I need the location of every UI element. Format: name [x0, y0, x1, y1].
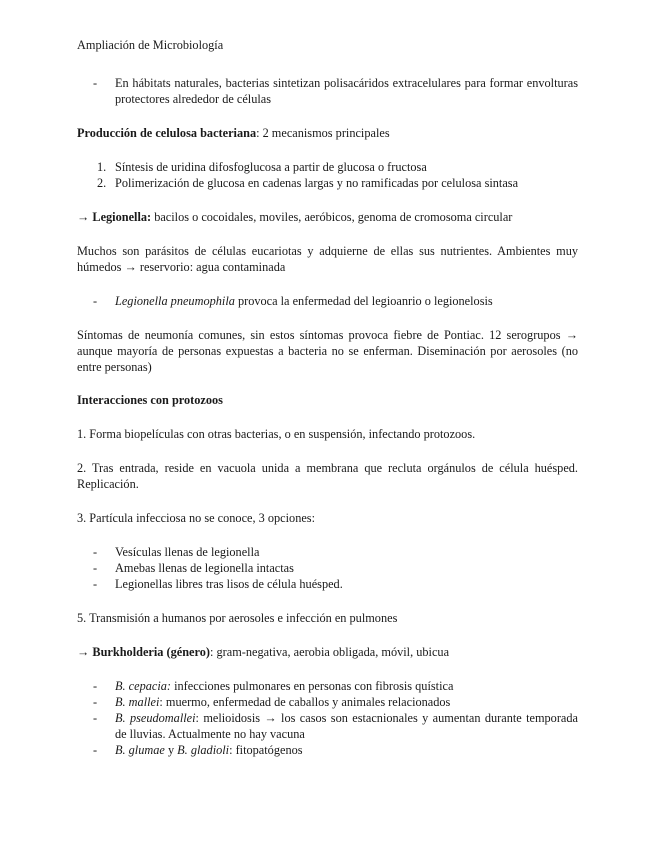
list-marker: -	[93, 577, 98, 591]
list-item	[77, 678, 578, 694]
section-protozoos	[77, 392, 578, 408]
list-item	[77, 694, 578, 710]
list-item-text: Polimerización de glucosa en cadenas largas y no ramificadas por celulosa sintasa	[115, 176, 519, 190]
list-item	[77, 576, 578, 592]
list-item-text: En hábitats naturales, bacterias sintetizan polisacáridos extracelulares para formar envolturas protectores alrededor de células	[115, 76, 578, 106]
list-marker: -	[93, 743, 98, 757]
species-name: B. mallei	[115, 695, 160, 709]
section-heading-rest: : 2 mecanismos principales	[256, 126, 390, 140]
paragraph: 3. Partícula infecciosa no se conoce, 3 opciones:	[77, 511, 315, 525]
list-item-text: Vesículas llenas de legionella	[115, 545, 260, 559]
conjunction: y	[164, 743, 178, 757]
paragraph: 1. Forma biopelículas con otras bacterias, o en suspensión, infectando protozoos.	[77, 427, 476, 441]
list-item	[77, 560, 578, 576]
arrow-glyph: →	[77, 210, 90, 224]
section-heading: Burkholderia (género)	[92, 645, 210, 659]
list-item-text: Síntesis de uridina difosfoglucosa a partir de glucosa o fructosa	[115, 160, 427, 174]
species-name: Legionella pneumophila	[115, 294, 235, 308]
list-item	[77, 293, 578, 309]
section-burkholderia	[77, 644, 578, 660]
list-marker: -	[93, 545, 98, 559]
list-item-text: : muermo, enfermedad de caballos y animales relacionados	[159, 695, 451, 709]
list-marker: -	[93, 76, 98, 90]
list-marker: 2.	[97, 176, 107, 190]
section-heading-rest: bacilos o cocoidales, moviles, aeróbicos, genoma de cromosoma circular	[151, 210, 513, 224]
section-legionella	[77, 209, 578, 225]
list-item-text: : melioidosis → los casos son estacnionales y aumentan durante temporada de lluvias. Actualmente no hay vacuna	[115, 711, 578, 741]
list-item-text: Amebas llenas de legionella intactas	[115, 561, 294, 575]
list-marker: 1.	[97, 160, 107, 174]
section-heading: Producción de celulosa bacteriana	[77, 126, 257, 140]
document-body	[77, 75, 578, 758]
list-item	[77, 544, 578, 560]
paragraph: Síntomas de neumonía comunes, sin estos síntomas provoca fiebre de Pontiac. 12 serogrupos → aunque mayoría de personas expuestas a bacteria no se enferman. Diseminación por aerosoles (no entre personas)	[77, 328, 578, 374]
list-marker: -	[93, 695, 98, 709]
list-item	[77, 742, 578, 758]
paragraph: 2. Tras entrada, reside en vacuola unida a membrana que recluta orgánulos de célula huésped. Replicación.	[77, 461, 578, 491]
list-item-text: Legionellas libres tras lisos de célula huésped.	[115, 577, 343, 591]
species-name: B. cepacia:	[115, 679, 171, 693]
list-marker: -	[93, 679, 98, 693]
section-heading: Legionella:	[92, 210, 152, 224]
list-marker: -	[93, 711, 98, 725]
list-item	[77, 175, 578, 191]
section-heading: Interacciones con protozoos	[77, 393, 223, 407]
section-heading-rest: : gram-negativa, aerobia obligada, móvil, ubicua	[210, 645, 450, 659]
list-item-text: infecciones pulmonares en personas con fibrosis quística	[171, 679, 454, 693]
species-name: B. gladioli	[177, 743, 230, 757]
list-marker: -	[93, 294, 98, 308]
list-item-text: : fitopatógenos	[229, 743, 303, 757]
list-item	[77, 159, 578, 175]
species-name: B. glumae	[115, 743, 165, 757]
list-item	[77, 75, 578, 107]
paragraph: Muchos son parásitos de células eucariotas y adquierne de ellas sus nutrientes. Ambientes muy húmedos → reservorio: agua contaminada	[77, 244, 578, 274]
section-celulosa	[77, 125, 578, 141]
species-name: B. pseudomallei	[115, 711, 196, 725]
paragraph: 5. Transmisión a humanos por aerosoles e infección en pulmones	[77, 611, 398, 625]
arrow-glyph: →	[77, 645, 90, 659]
list-item	[77, 710, 578, 742]
list-marker: -	[93, 561, 98, 575]
list-item-text: provoca la enfermedad del legioanrio o legionelosis	[234, 294, 493, 308]
page-header: Ampliación de Microbiología	[77, 38, 224, 52]
